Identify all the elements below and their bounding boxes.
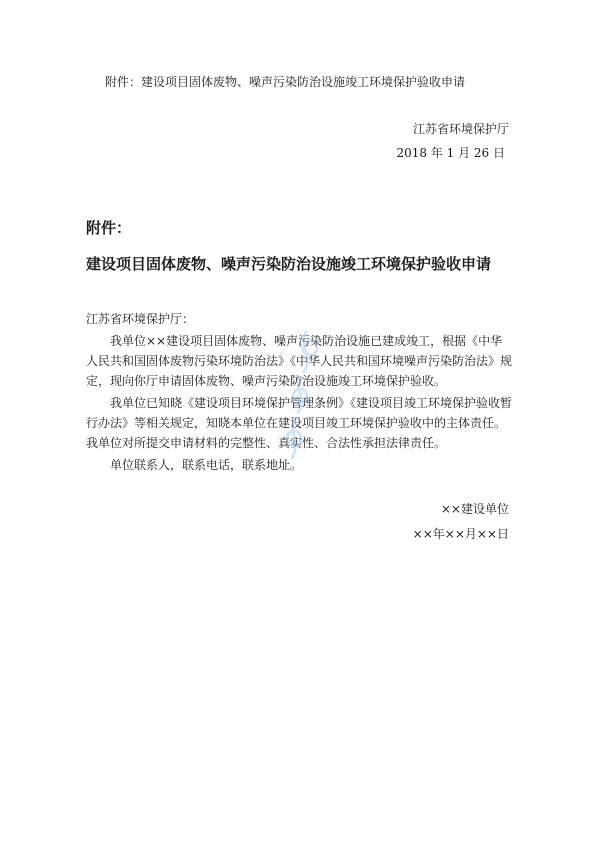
attachment-reference-line: 附件：建设项目固体废物、噪声污染防治设施竣工环境保护验收申请	[105, 75, 466, 89]
attachment-label: 附件：	[86, 219, 132, 237]
signatory-unit: ××建设单位	[440, 502, 509, 516]
paragraph-application: 我单位××建设项目固体废物、噪声污染防治设施已建成竣工，根据《中华人民共和国固体废物污染环境防治法》《中华人民共和国环境噪声污染防治法》规定，现向你厅申请固体废物、噪声污染防治设施竣工环境保护验收。	[86, 334, 513, 388]
issuing-authority: 江苏省环境保护厅	[412, 122, 509, 136]
issue-date: 2018 年 1 月 26 日	[396, 146, 505, 160]
signature-date: ××年××月××日	[412, 527, 509, 541]
paragraph-contact: 单位联系人，联系电话，联系地址。	[110, 458, 303, 472]
paragraph-responsibility: 我单位已知晓《建设项目环境保护管理条例》《建设项目竣工环境保护验收暂行办法》等相关规定，知晓本单位在建设项目竣工环境保护验收中的主体责任。我单位对所提交申请材料的完整性、真实性、合法性承担法律责任。	[86, 396, 513, 450]
document-title: 建设项目固体废物、噪声污染防治设施竣工环境保护验收申请	[86, 255, 492, 273]
salutation: 江苏省环境保护厅：	[86, 312, 195, 326]
